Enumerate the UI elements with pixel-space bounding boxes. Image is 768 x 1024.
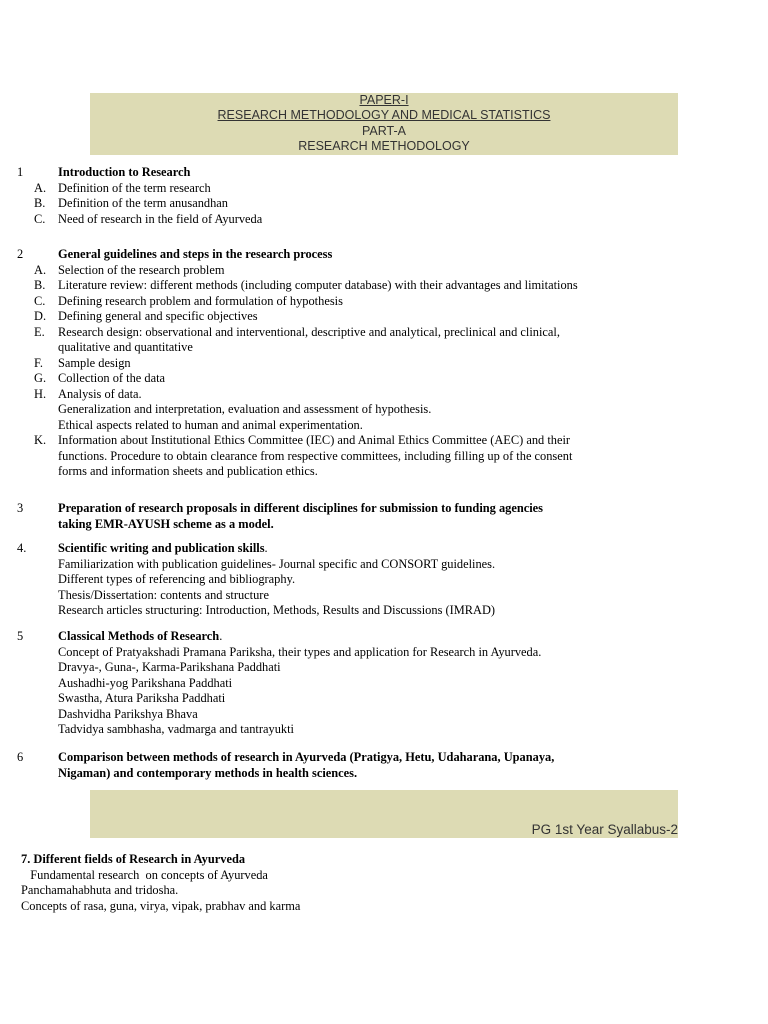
- section-number: 3: [17, 501, 24, 515]
- item-text: Familiarization with publication guidelines- Journal specific and CONSORT guidelines.: [58, 556, 496, 571]
- section-title-wrap: [58, 629, 618, 645]
- item-text: Defining research problem and formulation of hypothesis: [58, 293, 343, 308]
- item-letter: C.: [34, 293, 46, 308]
- item-text: functions. Procedure to obtain clearance from respective committees, including filling up of the consent: [58, 448, 573, 463]
- item-text: Analysis of data.: [58, 386, 142, 401]
- item-letter: H.: [34, 386, 47, 401]
- paper-header-banner: [90, 93, 678, 155]
- item-text: Information about Institutional Ethics Committee (IEC) and Animal Ethics Committee (AEC) and their: [58, 433, 571, 447]
- item-letter: K.: [34, 433, 47, 447]
- section-7-line: Fundamental research on concepts of Ayurveda: [21, 867, 268, 882]
- item-text: Swastha, Atura Pariksha Paddhati: [58, 691, 226, 705]
- item-text: Defining general and specific objectives: [58, 309, 258, 323]
- section-title-line: Nigaman) and contemporary methods in health sciences.: [58, 766, 358, 780]
- section-7-title: 7. Different fields of Research in Ayurveda: [21, 852, 246, 866]
- item-text: Collection of the data: [58, 371, 166, 385]
- item-text: Concept of Pratyakshadi Pramana Pariksha, their types and application for Research in Ayurveda.: [58, 644, 542, 659]
- item-text: forms and information sheets and publication ethics.: [58, 464, 318, 478]
- section-title-line: taking EMR-AYUSH scheme as a model.: [58, 517, 274, 531]
- part-label: PART-A: [362, 123, 406, 138]
- section-number: 6: [17, 750, 24, 764]
- paper-title: PAPER-I: [359, 93, 409, 107]
- item-text: Dravya-, Guna-, Karma-Parikshana Paddhati: [58, 660, 281, 674]
- item-letter: C.: [34, 211, 46, 226]
- section-number: 2: [17, 247, 24, 261]
- section-number: 5: [17, 629, 24, 643]
- page-footer-banner: [90, 790, 678, 838]
- item-text: Research articles structuring: Introduction, Methods, Results and Discussions (IMRAD): [58, 603, 496, 617]
- title-period: .: [219, 629, 223, 643]
- section-title: General guidelines and steps in the research process: [58, 247, 333, 261]
- section-number: 4.: [17, 541, 27, 555]
- part-title: RESEARCH METHODOLOGY: [298, 139, 470, 154]
- item-text: Sample design: [58, 355, 131, 370]
- item-text: Thesis/Dissertation: contents and structure: [58, 587, 269, 602]
- section-title: Introduction to Research: [58, 165, 191, 179]
- section-title: Scientific writing and publication skills: [58, 541, 265, 555]
- item-text: Ethical aspects related to human and animal experimentation.: [58, 417, 363, 432]
- item-letter: B.: [34, 278, 46, 292]
- item-letter: F.: [34, 355, 43, 370]
- section-number: 1: [17, 165, 24, 179]
- item-text: Research design: observational and interventional, descriptive and analytical, preclinical and clinical,: [58, 324, 560, 339]
- section-7-line: Concepts of rasa, guna, virya, vipak, prabhav and karma: [21, 898, 301, 913]
- item-text: Aushadhi-yog Parikshana Paddhati: [58, 675, 233, 690]
- paper-subject: RESEARCH METHODOLOGY AND MEDICAL STATISTICS: [217, 108, 551, 123]
- item-text: Dashvidha Parikshya Bhava: [58, 706, 198, 721]
- item-letter: E.: [34, 324, 45, 339]
- item-text: Different types of referencing and bibliography.: [58, 572, 296, 586]
- item-text: Selection of the research problem: [58, 262, 225, 277]
- section-title: Classical Methods of Research: [58, 629, 220, 643]
- page-footer-text: PG 1st Year Syallabus-2: [531, 822, 678, 837]
- item-text: Definition of the term research: [58, 180, 211, 195]
- item-letter: A.: [34, 180, 47, 195]
- item-text: Tadvidya sambhasha, vadmarga and tantrayukti: [58, 722, 294, 736]
- item-letter: D.: [34, 309, 47, 323]
- item-letter: G.: [34, 371, 47, 385]
- item-text: qualitative and quantitative: [58, 340, 193, 354]
- section-title-line: Comparison between methods of research in Ayurveda (Pratigya, Hetu, Udaharana, Upanaya,: [58, 750, 555, 764]
- section-title-line: Preparation of research proposals in different disciplines for submission to funding agencies: [58, 501, 543, 515]
- section-title-wrap: [58, 541, 618, 557]
- item-text: Literature review: different methods (including computer database) with their advantages and limitations: [58, 278, 578, 292]
- item-text: Definition of the term anusandhan: [58, 196, 228, 210]
- title-period: .: [264, 541, 268, 555]
- section-7-line: Panchamahabhuta and tridosha.: [21, 883, 179, 897]
- item-text: Generalization and interpretation, evaluation and assessment of hypothesis.: [58, 402, 432, 416]
- item-letter: B.: [34, 196, 46, 210]
- item-text: Need of research in the field of Ayurveda: [58, 211, 263, 226]
- item-letter: A.: [34, 262, 47, 277]
